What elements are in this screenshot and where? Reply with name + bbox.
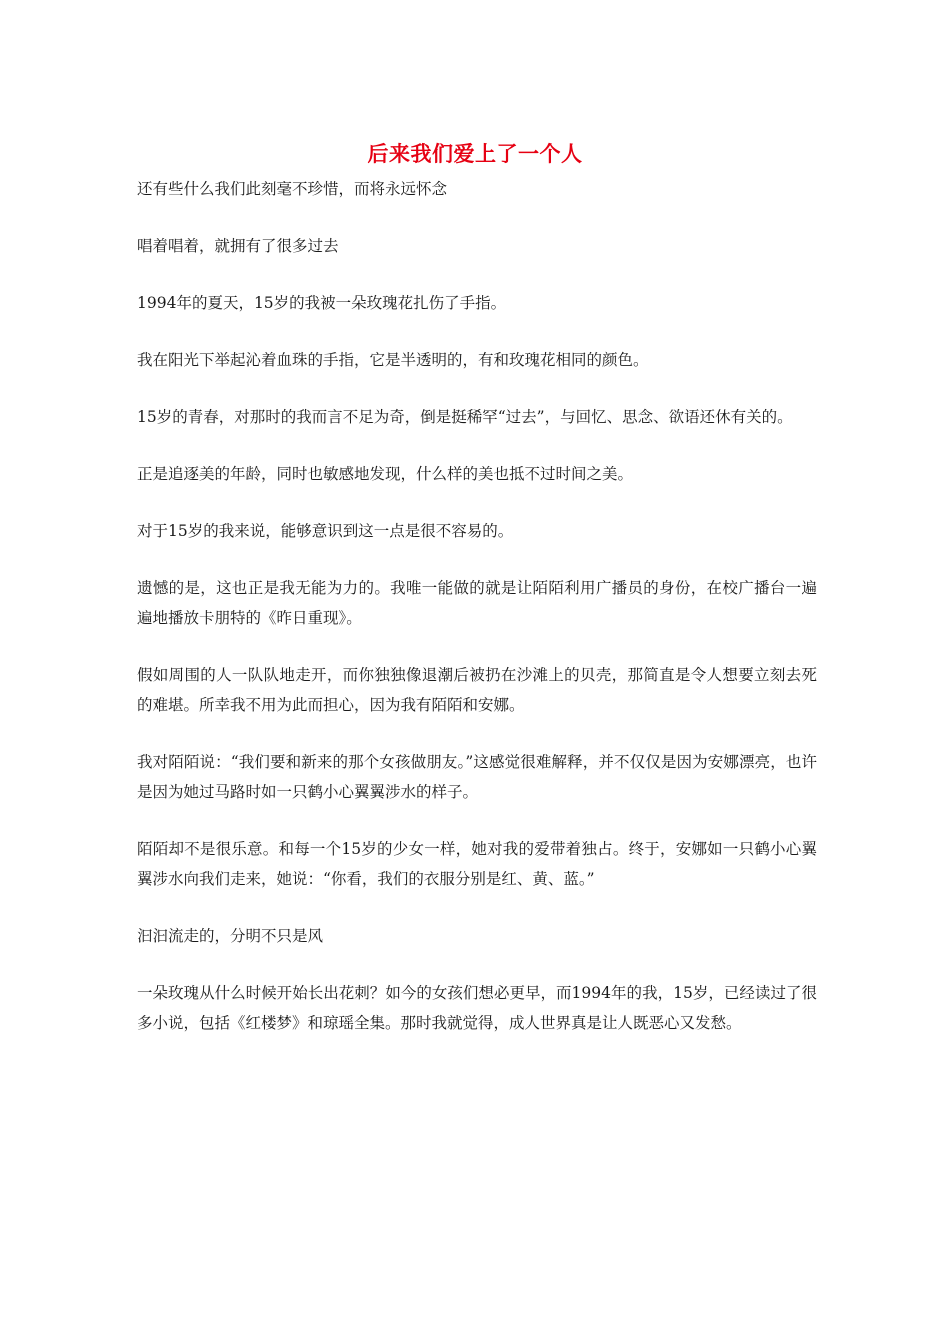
paragraph: 陌陌却不是很乐意。和每一个15岁的少女一样，她对我的爱带着独占。终于，安娜如一只鹤小心翼翼涉水向我们走来，她说：“你看，我们的衣服分别是红、黄、蓝。” <box>137 840 817 888</box>
paragraph: 15岁的青春，对那时的我而言不足为奇，倒是挺稀罕“过去”，与回忆、思念、欲语还休有关的。 <box>137 408 793 426</box>
paragraph: 汩汩流走的，分明不只是风 <box>137 927 324 945</box>
page-title: 后来我们爱上了一个人 <box>367 142 583 167</box>
paragraph: 我在阳光下举起沁着血珠的手指，它是半透明的，有和玫瑰花相同的颜色。 <box>137 351 649 369</box>
paragraph: 遗憾的是，这也正是我无能为力的。我唯一能做的就是让陌陌利用广播员的身份，在校广播台一遍遍地播放卡朋特的《昨日重现》。 <box>137 579 817 627</box>
paragraph: 还有些什么我们此刻毫不珍惜，而将永远怀念 <box>137 180 448 198</box>
paragraph: 唱着唱着，就拥有了很多过去 <box>137 237 339 255</box>
paragraph: 假如周围的人一队队地走开，而你独独像退潮后被扔在沙滩上的贝壳，那简直是令人想要立刻去死的难堪。所幸我不用为此而担心，因为我有陌陌和安娜。 <box>137 666 817 714</box>
paragraph: 我对陌陌说：“我们要和新来的那个女孩做朋友。”这感觉很难解释，并不仅仅是因为安娜漂亮，也许是因为她过马路时如一只鹤小心翼翼涉水的样子。 <box>137 753 817 801</box>
paragraph: 1994年的夏天，15岁的我被一朵玫瑰花扎伤了手指。 <box>137 294 507 312</box>
paragraph: 对于15岁的我来说，能够意识到这一点是很不容易的。 <box>137 522 514 540</box>
paragraph: 正是追逐美的年龄，同时也敏感地发现，什么样的美也抵不过时间之美。 <box>137 465 634 483</box>
paragraph: 一朵玫瑰从什么时候开始长出花刺？如今的女孩们想必更早，而1994年的我，15岁，已经读过了很多小说，包括《红楼梦》和琼瑶全集。那时我就觉得，成人世界真是让人既恶心又发愁。 <box>137 984 817 1032</box>
article-body <box>137 174 817 1065</box>
